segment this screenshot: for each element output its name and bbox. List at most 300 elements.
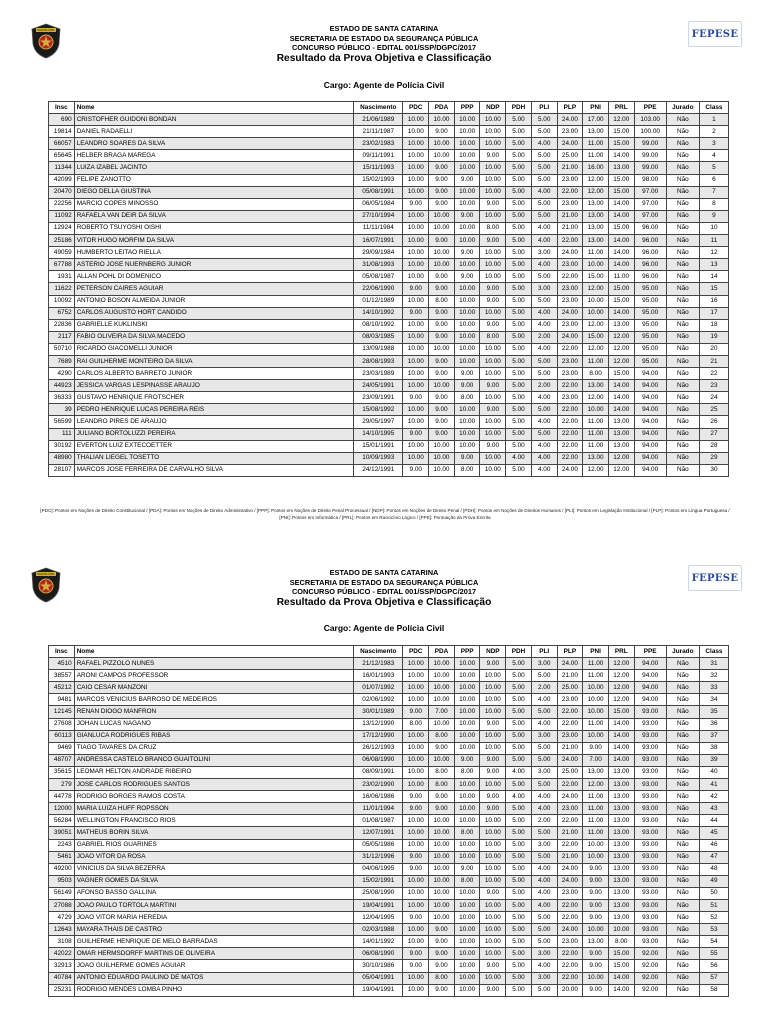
cell-pda: 10.00 — [429, 694, 455, 706]
cell-ppe: 93.00 — [634, 936, 666, 948]
cell-plp: 23.00 — [557, 936, 583, 948]
cell-nascimento: 08/03/1985 — [354, 331, 403, 343]
cell-class: 48 — [699, 863, 728, 875]
cell-plp: 21.00 — [557, 851, 583, 863]
cell-ndp: 9.00 — [480, 658, 506, 670]
cell-insc: 20470 — [49, 186, 75, 198]
table-row — [49, 283, 729, 295]
cell-plp: 21.00 — [557, 210, 583, 222]
cell-pli: 4.00 — [531, 960, 557, 972]
cell-pni: 10.00 — [583, 307, 609, 319]
cell-ppp: 10.00 — [454, 706, 480, 718]
cell-pli: 5.00 — [531, 754, 557, 766]
cell-pdh: 5.00 — [506, 742, 532, 754]
cell-ppe: 99.00 — [634, 138, 666, 150]
table-row — [49, 198, 729, 210]
cell-plp: 24.00 — [557, 791, 583, 803]
cell-ppp: 10.00 — [454, 670, 480, 682]
table-row — [49, 839, 729, 851]
cell-nome: FELIPE ZANOTTO — [74, 174, 353, 186]
cell-class: 7 — [699, 186, 728, 198]
cell-pda: 9.00 — [429, 355, 455, 367]
cell-pdc: 10.00 — [403, 899, 429, 911]
cell-pda: 9.00 — [429, 271, 455, 283]
cell-insc: 56284 — [49, 815, 75, 827]
cell-jurado: Não — [666, 355, 699, 367]
cell-ndp: 9.00 — [480, 198, 506, 210]
cell-ndp: 10.00 — [480, 126, 506, 138]
table-row — [49, 718, 729, 730]
cell-prl: 15.00 — [608, 706, 634, 718]
cell-prl: 12.00 — [608, 464, 634, 476]
cell-ppe: 93.00 — [634, 912, 666, 924]
table-row — [49, 803, 729, 815]
cell-pdc: 10.00 — [403, 295, 429, 307]
cell-ndp: 10.00 — [480, 343, 506, 355]
cell-prl: 15.00 — [608, 295, 634, 307]
cell-pdh: 5.00 — [506, 899, 532, 911]
cell-pda: 8.00 — [429, 779, 455, 791]
column-header-class: Class — [699, 102, 728, 114]
cell-nascimento: 08/09/1991 — [354, 766, 403, 778]
cell-pda: 10.00 — [429, 754, 455, 766]
table-row — [49, 899, 729, 911]
cell-ppp: 8.00 — [454, 392, 480, 404]
cell-prl: 13.00 — [608, 766, 634, 778]
cell-pni: 13.00 — [583, 936, 609, 948]
cell-nascimento: 26/12/1993 — [354, 742, 403, 754]
cell-insc: 40784 — [49, 972, 75, 984]
cell-class: 32 — [699, 670, 728, 682]
cell-ndp: 10.00 — [480, 694, 506, 706]
cell-pda: 9.00 — [429, 984, 455, 996]
cell-class: 6 — [699, 174, 728, 186]
cell-pdc: 9.00 — [403, 960, 429, 972]
table-row — [49, 670, 729, 682]
cell-pdc: 10.00 — [403, 924, 429, 936]
cell-plp: 22.00 — [557, 948, 583, 960]
cell-pda: 9.00 — [429, 126, 455, 138]
cell-nascimento: 21/06/1989 — [354, 114, 403, 126]
cell-pli: 5.00 — [531, 670, 557, 682]
cell-prl: 15.00 — [608, 948, 634, 960]
cell-insc: 44778 — [49, 791, 75, 803]
cell-jurado: Não — [666, 392, 699, 404]
column-header-insc: Insc — [49, 102, 75, 114]
cell-ndp: 10.00 — [480, 827, 506, 839]
cell-pdc: 9.00 — [403, 851, 429, 863]
results-page-2 — [0, 555, 768, 1024]
cell-pni: 13.00 — [583, 766, 609, 778]
cell-ppp: 10.00 — [454, 924, 480, 936]
table-row — [49, 791, 729, 803]
cell-insc: 11622 — [49, 283, 75, 295]
cell-insc: 49059 — [49, 247, 75, 259]
cell-pdc: 9.00 — [403, 706, 429, 718]
table-row — [49, 162, 729, 174]
cell-prl: 12.00 — [608, 452, 634, 464]
cell-ppp: 10.00 — [454, 682, 480, 694]
cell-nome: DIEGO DELLA GIUSTINA — [74, 186, 353, 198]
cell-class: 11 — [699, 235, 728, 247]
cell-pni: 12.00 — [583, 174, 609, 186]
cell-class: 4 — [699, 150, 728, 162]
cell-prl: 14.00 — [608, 210, 634, 222]
cell-jurado: Não — [666, 416, 699, 428]
cell-nome: JESSICA VARGAS LESPINASSE ARAUJO — [74, 380, 353, 392]
cell-prl: 13.00 — [608, 887, 634, 899]
cell-nome: RODRIGO MENDES LOMBA PINHO — [74, 984, 353, 996]
cell-pdc: 10.00 — [403, 259, 429, 271]
cell-pni: 11.00 — [583, 150, 609, 162]
cell-pli: 4.00 — [531, 464, 557, 476]
cell-ppe: 94.00 — [634, 682, 666, 694]
cell-pni: 10.00 — [583, 972, 609, 984]
cell-pdc: 10.00 — [403, 162, 429, 174]
cell-insc: 7689 — [49, 355, 75, 367]
cell-pdh: 5.00 — [506, 331, 532, 343]
cell-pli: 5.00 — [531, 428, 557, 440]
cell-jurado: Não — [666, 247, 699, 259]
cell-prl: 15.00 — [608, 368, 634, 380]
cell-pdh: 5.00 — [506, 368, 532, 380]
cell-ppe: 93.00 — [634, 706, 666, 718]
cell-plp: 22.00 — [557, 271, 583, 283]
cell-ndp: 10.00 — [480, 259, 506, 271]
cell-nome: ALLAN POHL DI DOMENICO — [74, 271, 353, 283]
cell-nascimento: 14/10/1995 — [354, 428, 403, 440]
cell-ppe: 94.00 — [634, 464, 666, 476]
cell-plp: 22.00 — [557, 972, 583, 984]
cell-pni: 11.00 — [583, 428, 609, 440]
cell-plp: 24.00 — [557, 331, 583, 343]
cell-pda: 9.00 — [429, 392, 455, 404]
cell-class: 44 — [699, 815, 728, 827]
cell-ppp: 9.00 — [454, 754, 480, 766]
cell-nome: HELBER BRAGA MAREGA — [74, 150, 353, 162]
cell-jurado: Não — [666, 924, 699, 936]
cell-nascimento: 14/10/1992 — [354, 307, 403, 319]
cell-class: 20 — [699, 343, 728, 355]
cell-pdc: 10.00 — [403, 380, 429, 392]
cell-insc: 56149 — [49, 887, 75, 899]
cell-pda: 10.00 — [429, 887, 455, 899]
cell-pni: 9.00 — [583, 875, 609, 887]
cell-ppp: 10.00 — [454, 851, 480, 863]
cell-plp: 24.00 — [557, 924, 583, 936]
cell-pda: 10.00 — [429, 839, 455, 851]
cell-pni: 15.00 — [583, 271, 609, 283]
table-row — [49, 924, 729, 936]
cell-prl: 14.00 — [608, 150, 634, 162]
cell-prl: 12.00 — [608, 355, 634, 367]
cell-prl: 8.00 — [608, 936, 634, 948]
cell-prl: 12.00 — [608, 658, 634, 670]
cell-ndp: 9.00 — [480, 235, 506, 247]
cell-pdc: 10.00 — [403, 754, 429, 766]
cell-pdc: 10.00 — [403, 815, 429, 827]
table-row — [49, 404, 729, 416]
cell-pdh: 5.00 — [506, 150, 532, 162]
column-header-plp: PLP — [557, 102, 583, 114]
cell-pdc: 10.00 — [403, 670, 429, 682]
cell-pdh: 5.00 — [506, 863, 532, 875]
cell-pdc: 10.00 — [403, 331, 429, 343]
cell-jurado: Não — [666, 428, 699, 440]
cell-nascimento: 11/01/1994 — [354, 803, 403, 815]
cell-nome: JOAO VITOR DA ROSA — [74, 851, 353, 863]
cell-nascimento: 15/02/1991 — [354, 875, 403, 887]
cell-pdh: 5.00 — [506, 948, 532, 960]
cell-pda: 9.00 — [429, 404, 455, 416]
cell-jurado: Não — [666, 670, 699, 682]
table-row — [49, 912, 729, 924]
cell-pdh: 5.00 — [506, 779, 532, 791]
cell-plp: 23.00 — [557, 730, 583, 742]
cell-nascimento: 02/03/1988 — [354, 924, 403, 936]
header-state: ESTADO DE SANTA CATARINA — [329, 568, 439, 577]
cell-prl: 13.00 — [608, 428, 634, 440]
cell-nome: JOHAN LUCAS NAGANO — [74, 718, 353, 730]
cell-nascimento: 23/02/1983 — [354, 138, 403, 150]
cell-pni: 10.00 — [583, 295, 609, 307]
cell-nascimento: 17/12/1990 — [354, 730, 403, 742]
cell-nascimento: 11/11/1984 — [354, 222, 403, 234]
cell-pni: 10.00 — [583, 851, 609, 863]
cell-ndp: 9.00 — [480, 295, 506, 307]
cell-pdh: 5.00 — [506, 694, 532, 706]
cell-pda: 10.00 — [429, 210, 455, 222]
cell-prl: 12.00 — [608, 694, 634, 706]
cell-pdh: 5.00 — [506, 924, 532, 936]
cell-pda: 9.00 — [429, 803, 455, 815]
cell-nascimento: 05/05/1986 — [354, 839, 403, 851]
cell-ndp: 8.00 — [480, 222, 506, 234]
cell-pli: 2.00 — [531, 815, 557, 827]
column-header-prl: PRL — [608, 102, 634, 114]
cell-prl: 13.00 — [608, 440, 634, 452]
cell-nascimento: 10/09/1993 — [354, 452, 403, 464]
column-header-ndp: NDP — [480, 102, 506, 114]
cell-jurado: Não — [666, 827, 699, 839]
column-header-pni: PNI — [583, 646, 609, 658]
cell-nome: ANDRESSA CASTELO BRANCO GUAITOLINI — [74, 754, 353, 766]
cell-nascimento: 02/06/1992 — [354, 694, 403, 706]
cell-pdh: 5.00 — [506, 198, 532, 210]
cell-nome: ARONI CAMPOS PROFESSOR — [74, 670, 353, 682]
cell-nome: GUSTAVO HENRIQUE FROTSCHER — [74, 392, 353, 404]
cell-class: 8 — [699, 198, 728, 210]
cell-class: 51 — [699, 899, 728, 911]
cell-insc: 12145 — [49, 706, 75, 718]
cell-pdh: 5.00 — [506, 839, 532, 851]
cell-nascimento: 28/08/1993 — [354, 355, 403, 367]
cell-ndp: 9.00 — [480, 984, 506, 996]
cell-pni: 13.00 — [583, 235, 609, 247]
cell-nome: VAGNER GOMES DA SILVA — [74, 875, 353, 887]
cell-nascimento: 16/06/1986 — [354, 791, 403, 803]
cell-nome: DANIEL RADAELLI — [74, 126, 353, 138]
cell-pdh: 5.00 — [506, 730, 532, 742]
cell-nascimento: 16/01/1993 — [354, 670, 403, 682]
cell-plp: 22.00 — [557, 440, 583, 452]
column-header-ppe: PPE — [634, 102, 666, 114]
cell-class: 38 — [699, 742, 728, 754]
table-row — [49, 754, 729, 766]
cell-pni: 9.00 — [583, 948, 609, 960]
cell-class: 43 — [699, 803, 728, 815]
column-header-pdc: PDC — [403, 646, 429, 658]
cell-ndp: 10.00 — [480, 428, 506, 440]
table-body — [49, 658, 729, 997]
cell-pni: 10.00 — [583, 682, 609, 694]
cell-pda: 10.00 — [429, 899, 455, 911]
cell-pda: 9.00 — [429, 186, 455, 198]
cell-pli: 4.00 — [531, 694, 557, 706]
cell-pdh: 5.00 — [506, 416, 532, 428]
cell-ppp: 10.00 — [454, 186, 480, 198]
cell-ppp: 10.00 — [454, 331, 480, 343]
cell-jurado: Não — [666, 912, 699, 924]
cell-pli: 5.00 — [531, 114, 557, 126]
cell-ppe: 93.00 — [634, 803, 666, 815]
cell-pdh: 5.00 — [506, 186, 532, 198]
table-row — [49, 779, 729, 791]
cell-ppp: 10.00 — [454, 416, 480, 428]
cell-nascimento: 30/10/1986 — [354, 960, 403, 972]
cell-plp: 24.00 — [557, 114, 583, 126]
cell-class: 12 — [699, 247, 728, 259]
cell-jurado: Não — [666, 960, 699, 972]
cell-plp: 23.00 — [557, 392, 583, 404]
cell-ndp: 10.00 — [480, 851, 506, 863]
cell-ppe: 94.00 — [634, 658, 666, 670]
cell-nascimento: 01/12/1989 — [354, 295, 403, 307]
cell-pda: 9.00 — [429, 416, 455, 428]
cell-plp: 25.00 — [557, 766, 583, 778]
cell-prl: 12.00 — [608, 343, 634, 355]
cell-pli: 4.00 — [531, 875, 557, 887]
cell-nascimento: 15/01/1991 — [354, 440, 403, 452]
cell-plp: 22.00 — [557, 912, 583, 924]
cell-nome: RODRIGO BORGES RAMOS COSTA — [74, 791, 353, 803]
cell-pda: 9.00 — [429, 791, 455, 803]
cell-nome: JOAO VITOR MARIA HEREDIA — [74, 912, 353, 924]
cell-jurado: Não — [666, 875, 699, 887]
cell-prl: 14.00 — [608, 392, 634, 404]
cell-plp: 20.00 — [557, 984, 583, 996]
cell-pli: 5.00 — [531, 368, 557, 380]
table-row — [49, 694, 729, 706]
table-row — [49, 222, 729, 234]
cell-ppp: 10.00 — [454, 658, 480, 670]
cell-prl: 13.00 — [608, 863, 634, 875]
cell-ppe: 94.00 — [634, 416, 666, 428]
cell-ndp: 10.00 — [480, 706, 506, 718]
cell-insc: 39 — [49, 404, 75, 416]
header-edital: CONCURSO PÚBLICO - EDITAL 001/SSP/DGPC/2017 — [291, 43, 477, 52]
cell-pli: 4.00 — [531, 307, 557, 319]
cell-pli: 3.00 — [531, 283, 557, 295]
cell-ndp: 10.00 — [480, 174, 506, 186]
cell-nome: JOAO GUILHERME GOMES AGUIAR — [74, 960, 353, 972]
cell-ppe: 93.00 — [634, 730, 666, 742]
cell-insc: 12924 — [49, 222, 75, 234]
cell-class: 9 — [699, 210, 728, 222]
cell-pdh: 5.00 — [506, 706, 532, 718]
cell-ndp: 10.00 — [480, 912, 506, 924]
table-row — [49, 863, 729, 875]
cell-ndp: 10.00 — [480, 924, 506, 936]
cell-pdc: 10.00 — [403, 222, 429, 234]
cell-pli: 2.00 — [531, 380, 557, 392]
cell-jurado: Não — [666, 984, 699, 996]
cell-pdc: 10.00 — [403, 186, 429, 198]
table-row — [49, 295, 729, 307]
cell-jurado: Não — [666, 936, 699, 948]
cell-jurado: Não — [666, 706, 699, 718]
cell-nome: JOAO PAULO TORTOLA MARTINI — [74, 899, 353, 911]
cell-pli: 5.00 — [531, 126, 557, 138]
cell-jurado: Não — [666, 343, 699, 355]
cell-class: 28 — [699, 440, 728, 452]
cell-prl: 11.00 — [608, 271, 634, 283]
cell-pda: 10.00 — [429, 670, 455, 682]
cell-jurado: Não — [666, 839, 699, 851]
cell-pni: 10.00 — [583, 259, 609, 271]
cell-ppp: 10.00 — [454, 960, 480, 972]
cell-plp: 23.00 — [557, 368, 583, 380]
cell-pdh: 5.00 — [506, 803, 532, 815]
cell-ndp: 10.00 — [480, 815, 506, 827]
cell-pda: 10.00 — [429, 851, 455, 863]
cell-pli: 4.00 — [531, 343, 557, 355]
cell-ppp: 10.00 — [454, 972, 480, 984]
cell-nascimento: 12/04/1995 — [354, 912, 403, 924]
cell-pdh: 5.00 — [506, 174, 532, 186]
cell-pdc: 10.00 — [403, 984, 429, 996]
cell-pdc: 10.00 — [403, 138, 429, 150]
cell-prl: 15.00 — [608, 960, 634, 972]
cell-pda: 10.00 — [429, 815, 455, 827]
cell-plp: 24.00 — [557, 138, 583, 150]
cell-jurado: Não — [666, 259, 699, 271]
cell-ppp: 10.00 — [454, 259, 480, 271]
cell-pdh: 5.00 — [506, 162, 532, 174]
cell-pli: 4.00 — [531, 416, 557, 428]
cell-ndp: 10.00 — [480, 936, 506, 948]
cell-nome: ANTONIO BOSON ALMEIDA JUNIOR — [74, 295, 353, 307]
cell-insc: 11344 — [49, 162, 75, 174]
cell-nome: OMAR HERMSDORFF MARTINS DE OLIVEIRA — [74, 948, 353, 960]
cell-pli: 4.00 — [531, 803, 557, 815]
cell-prl: 14.00 — [608, 718, 634, 730]
cell-nascimento: 05/04/1991 — [354, 972, 403, 984]
table-row — [49, 368, 729, 380]
cell-nascimento: 24/05/1991 — [354, 380, 403, 392]
cell-ppe: 93.00 — [634, 875, 666, 887]
cell-nascimento: 25/08/1990 — [354, 887, 403, 899]
cell-ppe: 94.00 — [634, 404, 666, 416]
cell-pdh: 5.00 — [506, 851, 532, 863]
cell-prl: 12.00 — [608, 682, 634, 694]
table-body — [49, 114, 729, 477]
cell-pda: 10.00 — [429, 912, 455, 924]
cell-prl: 14.00 — [608, 404, 634, 416]
cell-pdc: 8.00 — [403, 718, 429, 730]
cell-pni: 10.00 — [583, 694, 609, 706]
cell-jurado: Não — [666, 295, 699, 307]
